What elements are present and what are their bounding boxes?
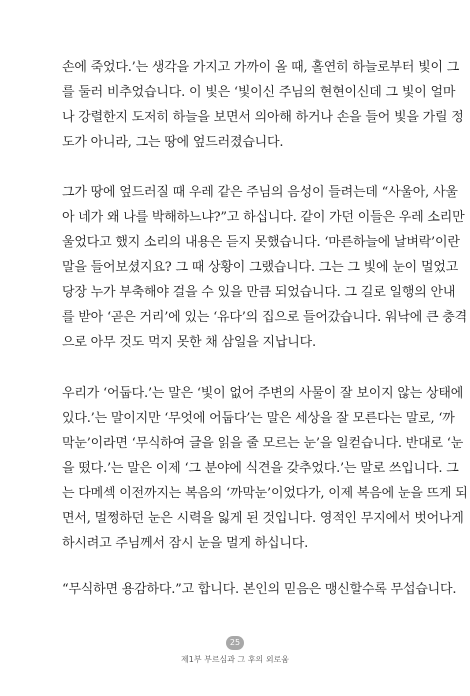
text-line: 를 둘러 비추었습니다. 이 빛은 ‘빛이신 주님의 현현이신데 그 빛이 얼마 [62, 85, 456, 100]
text-line: 말을 들어보셨지요? 그 때 상황이 그랬습니다. 그는 그 빛에 눈이 멀었고 [62, 260, 459, 275]
paragraph [62, 577, 457, 602]
paragraph [62, 55, 464, 155]
text-line: 막눈’이라면 ‘무식하여 글을 읽을 줄 모르는 눈’을 일컫습니다. 반대로 ‘눈 [62, 436, 464, 451]
text-line: 으로 아무 것도 먹지 못한 채 삼일을 지납니다. [62, 335, 316, 350]
text-line: 도가 아니라, 그는 땅에 엎드러졌습니다. [62, 135, 284, 150]
paragraph [62, 180, 468, 355]
page-number-badge: 25 [226, 636, 244, 650]
text-line: 을 떴다.’는 말은 이제 ‘그 분야에 식견을 갖추었다.’는 말로 쓰입니다. 그 [62, 461, 459, 476]
text-line: 하시려고 주님께서 잠시 눈을 멀게 하십니다. [62, 536, 309, 551]
text-line: 당장 누가 부축해야 걸을 수 있을 만큼 되었습니다. 그 길로 일행의 안내 [62, 285, 456, 300]
running-footer-title: 제1부 부르심과 그 후의 외로움 [181, 655, 289, 664]
text-line: 는 다메섹 이전까지는 복음의 ‘까막눈’이었다가, 이제 복음에 눈을 뜨게 되 [62, 486, 468, 501]
text-line: 손에 죽었다.’는 생각을 가지고 가까이 올 때, 홀연히 하늘로부터 빛이 그 [62, 60, 460, 75]
text-line: 면서, 멀쩡하던 눈은 시력을 잃게 된 것입니다. 영적인 무지에서 벗어나게 [62, 511, 464, 526]
text-line: 나 강렬한지 도저히 하늘을 보면서 의아해 하거나 손을 들어 빛을 가릴 정 [62, 110, 464, 125]
text-line: 아 네가 왜 나를 박해하느냐?”고 하십니다. 같이 가던 이들은 우레 소리만 [62, 210, 465, 225]
text-line: 우리가 ‘어둡다.’는 말은 ‘빛이 없어 주변의 사물이 잘 보이지 않는 상태에 [62, 386, 464, 401]
text-line: 를 받아 ‘곧은 거리’에 있는 ‘유다’의 집으로 들어갔습니다. 워낙에 큰 충격 [62, 310, 468, 325]
text-line: 울었다고 했지 소리의 내용은 듣지 못했습니다. ‘마른하늘에 날벼락’이란 [62, 235, 460, 250]
text-line: 그가 땅에 엎드러질 때 우레 같은 주님의 음성이 들려는데 “사울아, 사울 [62, 185, 458, 200]
paragraph [62, 381, 468, 556]
text-line: 있다.’는 말이지만 ‘무엇에 어둡다’는 말은 세상을 잘 모른다는 말로, ‘까 [62, 411, 455, 426]
text-line: “무식하면 용감하다.”고 합니다. 본인의 믿음은 맹신할수록 무섭습니다. [62, 582, 457, 597]
